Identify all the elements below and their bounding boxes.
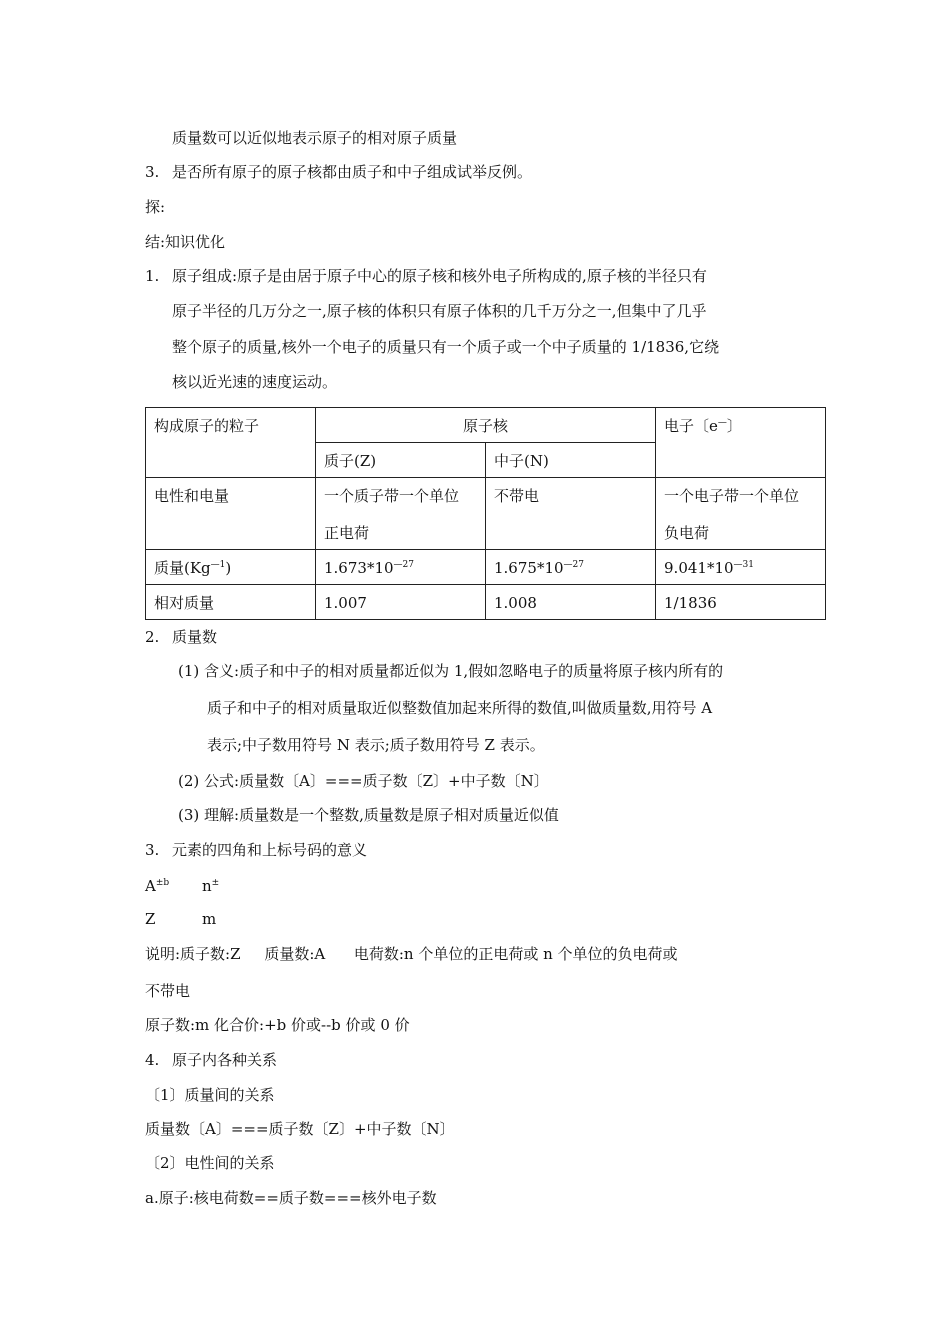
text-line: 质量数可以近似地表示原子的相对原子质量	[172, 129, 458, 147]
text-line: (1) 含义:质子和中子的相对质量都近似为 1,假如忽略电子的质量将原子核内所有的	[178, 662, 724, 680]
item-text: 原子组成:原子是由居于原子中心的原子核和核外电子所构成的,原子核的半径只有	[172, 267, 707, 285]
item-text: 是否所有原子的原子核都由质子和中子组成试举反例。	[172, 163, 533, 181]
section-number: 3.	[145, 841, 160, 859]
header-electron: 电子〔e—〕	[656, 408, 826, 478]
section-heading	[145, 627, 217, 647]
header-nucleus: 原子核	[316, 408, 656, 443]
item-number: 1.	[145, 267, 160, 285]
text-line: 探:	[145, 198, 166, 216]
cell-proton-charge: 一个质子带一个单位 正电荷	[316, 478, 486, 550]
cell-electron-charge: 一个电子带一个单位 负电荷	[656, 478, 826, 550]
symbol-m: m	[202, 910, 217, 928]
text-line: 说明:质子数:Z 质量数:A 电荷数:n 个单位的正电荷或 n 个单位的负电荷或	[145, 945, 678, 963]
header-neutron: 中子(N)	[486, 443, 656, 478]
text-line: 〔2〕电性间的关系	[145, 1154, 275, 1172]
section-number: 2.	[145, 628, 160, 646]
section-title: 原子内各种关系	[172, 1051, 278, 1069]
symbol-z: Z	[145, 910, 156, 928]
header-particle: 构成原子的粒子	[146, 408, 316, 478]
text-line: a.原子:核电荷数==质子数===核外电子数	[145, 1189, 437, 1207]
numbered-item	[145, 266, 707, 286]
section-heading	[145, 1050, 277, 1070]
text-line: 质子和中子的相对质量取近似整数值加起来所得的数值,叫做质量数,用符号 A	[207, 699, 713, 717]
section-title: 质量数	[172, 628, 218, 646]
row-label-relative-mass: 相对质量	[146, 585, 316, 620]
section-title: 元素的四角和上标号码的意义	[172, 841, 368, 859]
text-line: (2) 公式:质量数〔A〕===质子数〔Z〕+中子数〔N〕	[178, 772, 549, 790]
section-heading	[145, 840, 367, 860]
section-number: 4.	[145, 1051, 160, 1069]
text-line: (3) 理解:质量数是一个整数,质量数是原子相对质量近似值	[178, 806, 559, 824]
text-line: 原子半径的几万分之一,原子核的体积只有原子体积的几千万分之一,但集中了几乎	[172, 302, 707, 320]
cell-neutron-charge: 不带电	[486, 478, 656, 550]
text-line: 核以近光速的速度运动。	[172, 373, 338, 391]
text-line: 质量数〔A〕===质子数〔Z〕+中子数〔N〕	[145, 1120, 455, 1138]
text-line: 结:知识优化	[145, 233, 226, 251]
text-line: 原子数:m 化合价:+b 价或--b 价或 0 价	[145, 1016, 410, 1034]
cell-neutron-relative-mass: 1.008	[486, 585, 656, 620]
header-proton: 质子(Z)	[316, 443, 486, 478]
symbol-n: n±	[202, 877, 220, 895]
cell-proton-relative-mass: 1.007	[316, 585, 486, 620]
cell-electron-relative-mass: 1/1836	[656, 585, 826, 620]
text-line: 表示;中子数用符号 N 表示;质子数用符号 Z 表示。	[207, 736, 545, 754]
cell-proton-mass: $1.673*10^{—27}$	[316, 550, 486, 585]
numbered-item	[145, 162, 532, 182]
item-number: 3.	[145, 163, 160, 181]
row-label-mass: 质量$(Kg^{—1})$	[146, 550, 316, 585]
text-line: 不带电	[145, 982, 191, 1000]
row-label-charge: 电性和电量	[146, 478, 316, 550]
cell-electron-mass: $9.041*10^{—31}$	[656, 550, 826, 585]
symbol-a: $A^{\pm b}$	[145, 877, 170, 895]
text-line: 〔1〕质量间的关系	[145, 1086, 275, 1104]
cell-neutron-mass: $1.675*10^{—27}$	[486, 550, 656, 585]
text-line: 整个原子的质量,核外一个电子的质量只有一个质子或一个中子质量的 1/1836,它绕	[172, 338, 720, 356]
atom-particle-table	[145, 407, 826, 620]
